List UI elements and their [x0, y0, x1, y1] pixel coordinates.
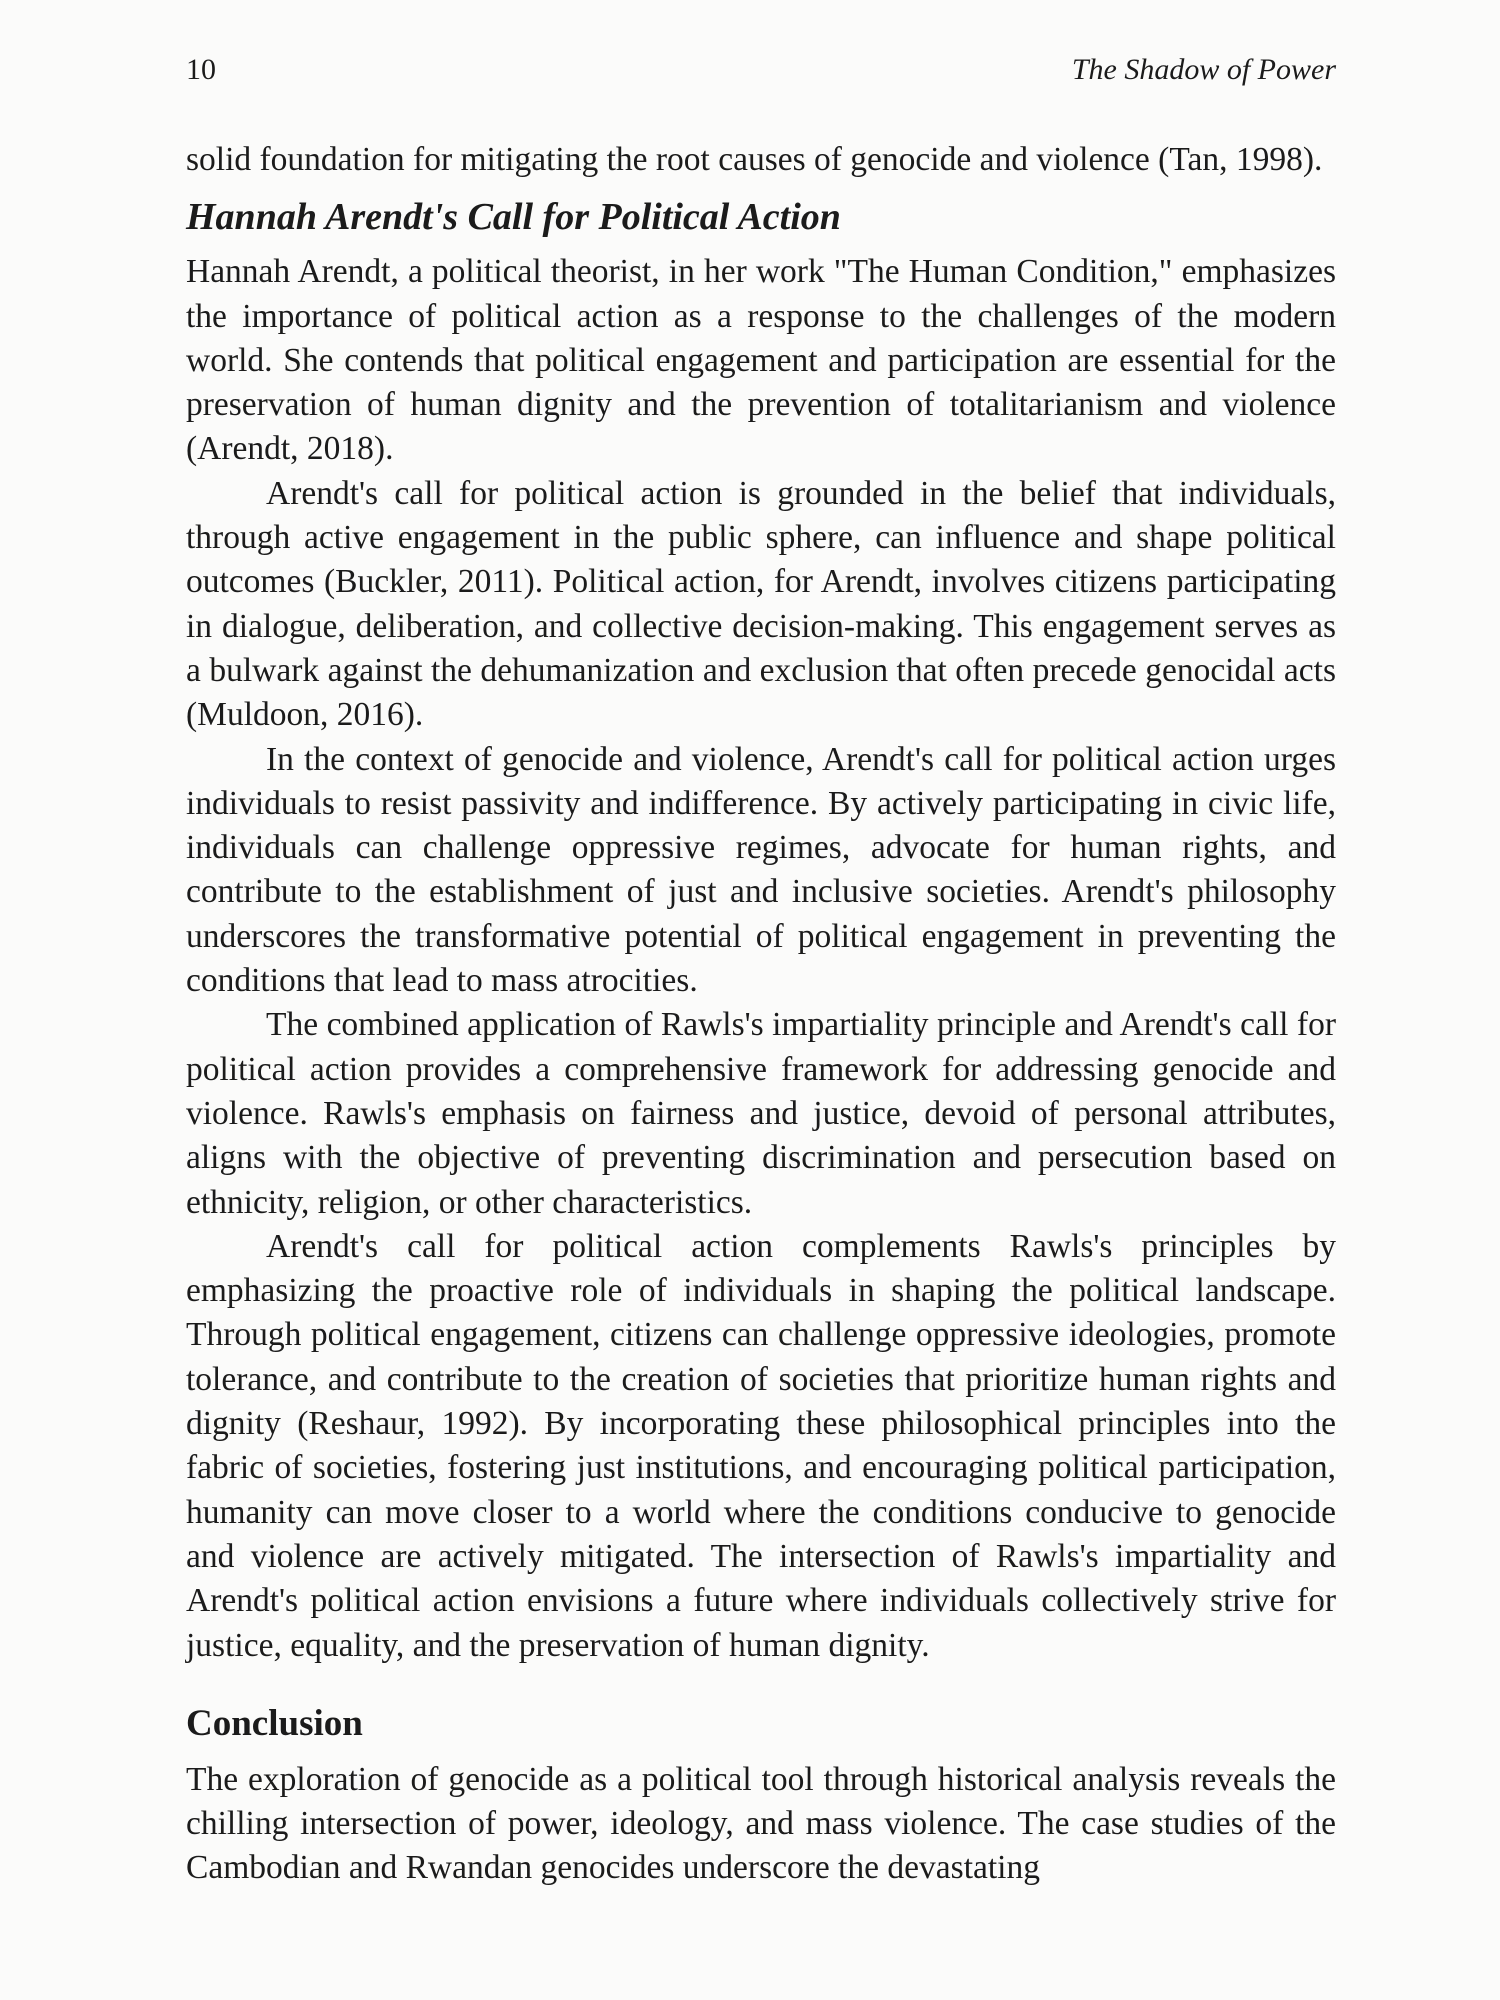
intro-paragraph: solid foundation for mitigating the root causes of genocide and violence (Tan, 1998).: [186, 141, 1323, 178]
page-number: 10: [186, 53, 216, 86]
conclusion-heading: Conclusion: [186, 1702, 363, 1744]
section-heading: Hannah Arendt's Call for Political Action: [186, 196, 841, 239]
running-head: [186, 50, 1336, 90]
conclusion-paragraph: The exploration of genocide as a political tool through historical analysis reveals the chilling intersection of power, ideology, and mass violence. The case studies of the Cambodian and Rwandan genocides underscore the devastating: [186, 1760, 1336, 1887]
paragraph-2: Arendt's call for political action is grounded in the belief that individuals, through active engagement in the public sphere, can influence and shape political outcomes (Buckler, 2011). Political action, for Arendt, involves citizens participating in dialogue, deliberation, and collective decision-making. This engagement serves as a bulwark against the dehumanization and exclusion that often precede genocidal acts (Muldoon, 2016).: [186, 474, 1336, 734]
paragraph-3: In the context of genocide and violence, Arendt's call for political action urges individuals to resist passivity and indifference. By actively participating in civic life, individuals can challenge oppressive regimes, advocate for human rights, and contribute to the establishment of just and inclusive societies. Arendt's philosophy underscores the transformative potential of political engagement in preventing the conditions that lead to mass atrocities.: [186, 740, 1336, 1000]
paragraph-5: Arendt's call for political action complements Rawls's principles by emphasizing the proactive role of individuals in shaping the political landscape. Through political engagement, citizens can challenge oppressive ideologies, promote tolerance, and contribute to the creation of societies that prioritize human rights and dignity (Reshaur, 1992). By incorporating these philosophical principles into the fabric of societies, fostering just institutions, and encouraging political participation, humanity can move closer to a world where the conditions conducive to genocide and violence are actively mitigated. The intersection of Rawls's impartiality and Arendt's political action envisions a future where individuals collectively strive for justice, equality, and the preservation of human dignity.: [186, 1227, 1336, 1664]
paragraph-1: Hannah Arendt, a political theorist, in her work "The Human Condition," emphasizes the importance of political action as a response to the challenges of the modern world. She contends that political engagement and participation are essential for the preservation of human dignity and the prevention of totalitarianism and violence (Arendt, 2018).: [186, 253, 1336, 468]
text-block: [186, 138, 1336, 1891]
book-title: The Shadow of Power: [1071, 53, 1336, 86]
paragraph-4: The combined application of Rawls's impartiality principle and Arendt's call for political action provides a comprehensive framework for addressing genocide and violence. Rawls's emphasis on fairness and justice, devoid of personal attributes, aligns with the objective of preventing discrimination and persecution based on ethnicity, religion, or other characteristics.: [186, 1006, 1336, 1221]
